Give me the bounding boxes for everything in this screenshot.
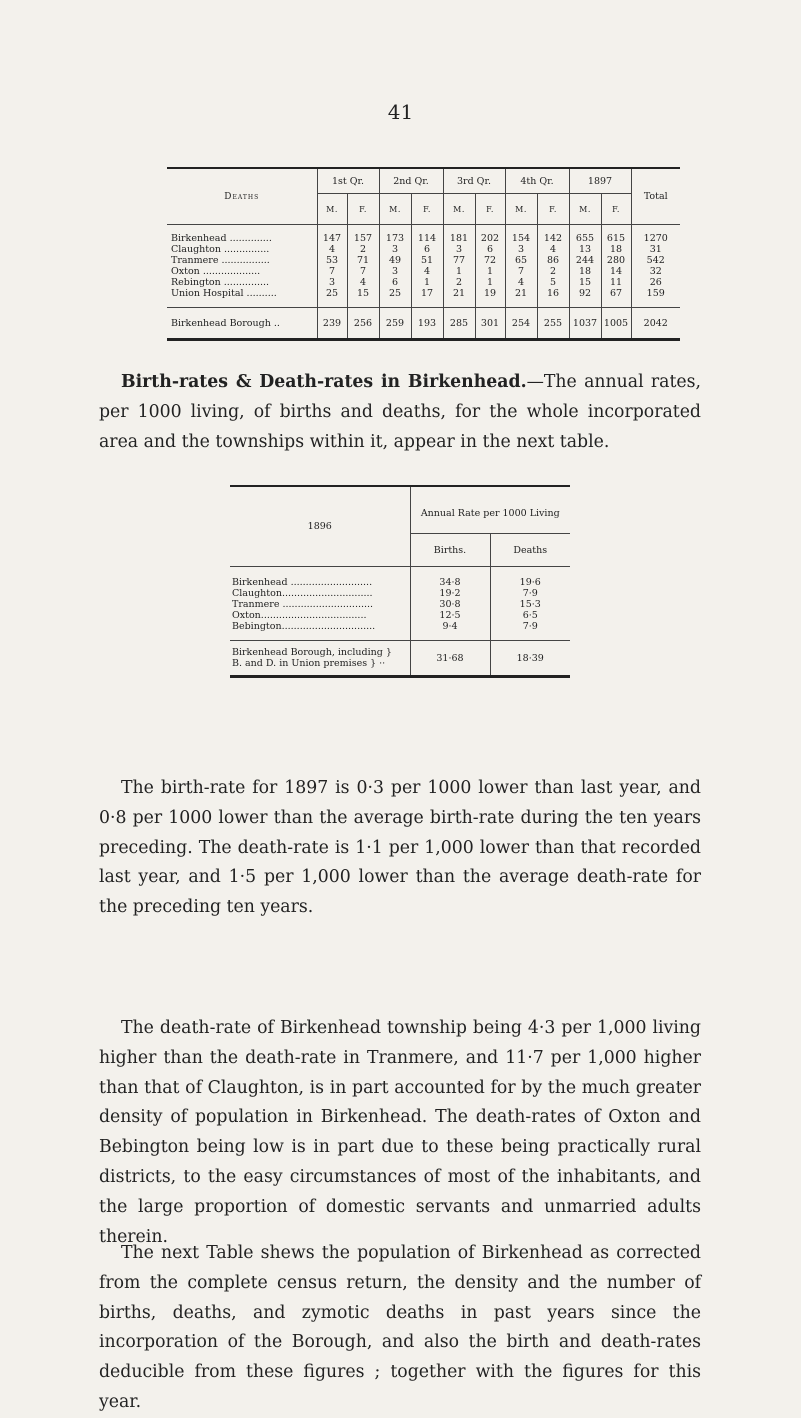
row-label: Bebington............................... xyxy=(232,621,376,632)
cell: 53 xyxy=(317,255,347,266)
cell: 147 xyxy=(317,233,347,244)
m-header: M. xyxy=(379,194,411,225)
cell: 193 xyxy=(411,308,443,340)
cell: 11 xyxy=(601,277,631,288)
cell: 1270 xyxy=(631,233,680,244)
row-label: Birkenhead .............. xyxy=(171,233,272,244)
deaths-header: Deaths xyxy=(224,191,260,202)
table-row xyxy=(167,244,680,255)
quarter-header: 2nd Qr. xyxy=(379,168,443,194)
row-label: Oxton................................... xyxy=(232,610,367,621)
row-label: Birkenhead ........................... xyxy=(232,577,373,588)
cell: 6 xyxy=(411,244,443,255)
total-label-line: Birkenhead Borough, including } xyxy=(232,647,392,658)
row-label: Claughton.............................. xyxy=(232,588,373,599)
cell: 181 xyxy=(443,233,475,244)
cell: 15 xyxy=(347,288,379,299)
row-label: Tranmere .............................. xyxy=(232,599,374,610)
row-label: Union Hospital .......... xyxy=(171,288,277,299)
paragraph-text: —The annual rates, per 1000 living, of births and deaths, for the whole incorporated area and the townships within it, appear in the next table. xyxy=(99,372,701,452)
f-header: F. xyxy=(475,194,505,225)
cell: 3 xyxy=(379,266,411,277)
row-label: Rebington ............... xyxy=(171,277,270,288)
cell: 244 xyxy=(569,255,601,266)
birth-death-rates-paragraph xyxy=(99,368,701,457)
cell: 301 xyxy=(475,308,505,340)
cell: 16 xyxy=(537,288,569,299)
cell: 157 xyxy=(347,233,379,244)
cell: 15 xyxy=(569,277,601,288)
m-header: M. xyxy=(505,194,537,225)
cell: 18 xyxy=(601,244,631,255)
quarter-header: 1st Qr. xyxy=(317,168,379,194)
m-header: M. xyxy=(317,194,347,225)
deaths-header: Deaths xyxy=(490,534,570,567)
cell: 77 xyxy=(443,255,475,266)
table-row xyxy=(230,610,570,621)
paragraph: The birth-rate for 1897 is 0·3 per 1000 lower than last year, and 0·8 per 1000 lower than the average birth-rate during the ten years preceding. The death-rate is 1·1 per 1,000 lower than that recorded last year, and 1·5 per 1,000 lower than the average death-rate for the preceding ten years. xyxy=(99,778,701,918)
cell: 1 xyxy=(443,266,475,277)
table-row xyxy=(167,255,680,266)
f-header: F. xyxy=(537,194,569,225)
row-label: Tranmere ................ xyxy=(171,255,270,266)
cell: 12·5 xyxy=(410,610,490,621)
section-heading: Birth-rates & Death-rates in Birkenhead. xyxy=(121,372,527,392)
cell: 2 xyxy=(537,266,569,277)
cell: 25 xyxy=(379,288,411,299)
f-header: F. xyxy=(601,194,631,225)
cell: 7·9 xyxy=(490,621,570,632)
cell: 7·9 xyxy=(490,588,570,599)
cell: 86 xyxy=(537,255,569,266)
cell: 4 xyxy=(347,277,379,288)
cell: 6 xyxy=(379,277,411,288)
rate-header: Annual Rate per 1000 Living xyxy=(410,486,570,534)
table-row xyxy=(230,588,570,599)
cell: 7 xyxy=(317,266,347,277)
cell: 259 xyxy=(379,308,411,340)
cell: 32 xyxy=(631,266,680,277)
table-row xyxy=(167,277,680,288)
cell: 173 xyxy=(379,233,411,244)
cell: 72 xyxy=(475,255,505,266)
cell: 285 xyxy=(443,308,475,340)
cell: 13 xyxy=(569,244,601,255)
table-row xyxy=(167,233,680,244)
cell: 67 xyxy=(601,288,631,299)
cell: 92 xyxy=(569,288,601,299)
total-header: Total xyxy=(631,168,680,225)
cell: 254 xyxy=(505,308,537,340)
cell: 7 xyxy=(347,266,379,277)
deaths-table xyxy=(167,167,680,341)
cell: 49 xyxy=(379,255,411,266)
m-header: M. xyxy=(569,194,601,225)
cell: 256 xyxy=(347,308,379,340)
row-label: Claughton ............... xyxy=(171,244,270,255)
paragraph: The next Table shews the population of Birkenhead as corrected from the complete census return, the density and the number of births, deaths, and zymotic deaths in past years since the incorporation of the Borough, and also the birth and death-rates deducible from these figures ; together with the figures for this year. xyxy=(99,1243,701,1412)
table-row xyxy=(230,577,570,588)
cell: 142 xyxy=(537,233,569,244)
cell: 154 xyxy=(505,233,537,244)
table-row xyxy=(167,266,680,277)
cell: 21 xyxy=(443,288,475,299)
cell: 655 xyxy=(569,233,601,244)
cell: 114 xyxy=(411,233,443,244)
cell: 4 xyxy=(317,244,347,255)
cell: 1005 xyxy=(601,308,631,340)
cell: 542 xyxy=(631,255,680,266)
cell: 159 xyxy=(631,288,680,299)
table-total-row xyxy=(167,308,680,340)
total-label-line: B. and D. in Union premises } ·· xyxy=(232,658,386,669)
table-row xyxy=(230,621,570,632)
cell: 2 xyxy=(443,277,475,288)
cell: 4 xyxy=(537,244,569,255)
table-row xyxy=(230,599,570,610)
cell: 255 xyxy=(537,308,569,340)
births-header: Births. xyxy=(410,534,490,567)
cell: 3 xyxy=(379,244,411,255)
cell: 65 xyxy=(505,255,537,266)
quarter-header: 4th Qr. xyxy=(505,168,569,194)
cell: 1 xyxy=(411,277,443,288)
cell: 1 xyxy=(475,277,505,288)
cell: 9·4 xyxy=(410,621,490,632)
cell: 280 xyxy=(601,255,631,266)
cell: 6 xyxy=(475,244,505,255)
cell: 18·39 xyxy=(490,641,570,677)
cell: 3 xyxy=(317,277,347,288)
year-header: 1896 xyxy=(307,521,332,532)
cell: 202 xyxy=(475,233,505,244)
cell: 1037 xyxy=(569,308,601,340)
f-header: F. xyxy=(347,194,379,225)
cell: 239 xyxy=(317,308,347,340)
m-header: M. xyxy=(443,194,475,225)
cell: 5 xyxy=(537,277,569,288)
table-row xyxy=(167,288,680,299)
rates-table xyxy=(230,485,570,678)
deaths-table-body xyxy=(167,225,680,300)
cell: 1 xyxy=(475,266,505,277)
page-number: 41 xyxy=(387,100,414,124)
cell: 21 xyxy=(505,288,537,299)
cell: 31·68 xyxy=(410,641,490,677)
cell: 4 xyxy=(411,266,443,277)
cell: 51 xyxy=(411,255,443,266)
cell: 17 xyxy=(411,288,443,299)
cell: 6·5 xyxy=(490,610,570,621)
cell: 4 xyxy=(505,277,537,288)
cell: 26 xyxy=(631,277,680,288)
cell: 71 xyxy=(347,255,379,266)
row-label: Oxton ................... xyxy=(171,266,261,277)
cell: 3 xyxy=(443,244,475,255)
cell: 15·3 xyxy=(490,599,570,610)
row-label: Birkenhead Borough .. xyxy=(167,308,317,340)
cell: 3 xyxy=(505,244,537,255)
table-total-row xyxy=(230,641,570,677)
cell: 18 xyxy=(569,266,601,277)
f-header: F. xyxy=(411,194,443,225)
quarter-header: 3rd Qr. xyxy=(443,168,505,194)
cell: 7 xyxy=(505,266,537,277)
cell: 19·6 xyxy=(490,577,570,588)
rates-table-body xyxy=(230,567,570,633)
cell: 2042 xyxy=(631,308,680,340)
cell: 31 xyxy=(631,244,680,255)
cell: 615 xyxy=(601,233,631,244)
cell: 34·8 xyxy=(410,577,490,588)
cell: 25 xyxy=(317,288,347,299)
cell: 30·8 xyxy=(410,599,490,610)
quarter-header: 1897 xyxy=(569,168,631,194)
cell: 19·2 xyxy=(410,588,490,599)
cell: 14 xyxy=(601,266,631,277)
paragraph: The death-rate of Birkenhead township being 4·3 per 1,000 living higher than the death-rate in Tranmere, and 11·7 per 1,000 higher than that of Claughton, is in part accounted for by the much greater density of population in Birkenhead. The death-rates of Oxton and Bebington being low is in part due to these being practically rural districts, to the easy circumstances of most of the inhabitants, and the large proportion of domestic servants and unmarried adults therein. xyxy=(99,1018,701,1247)
cell: 2 xyxy=(347,244,379,255)
cell: 19 xyxy=(475,288,505,299)
